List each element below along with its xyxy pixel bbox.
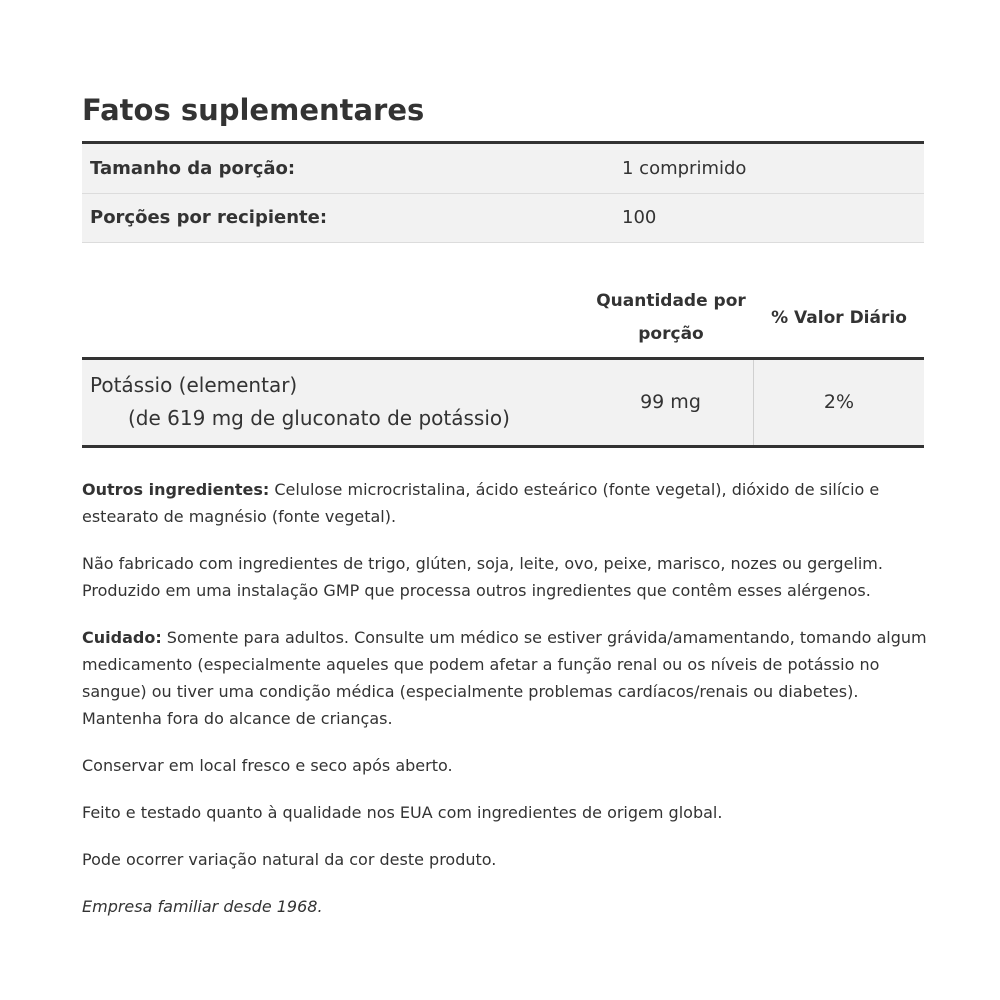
servings-per-container-value: 100 [622,207,657,228]
nutrient-name: Potássio (elementar) [90,372,298,397]
nutrient-name-cell [82,360,588,445]
serving-size-label: Tamanho da porção: [90,157,296,179]
other-ingredients-label: Outros ingredientes: [82,480,270,499]
serving-size-value: 1 comprimido [622,157,747,179]
nutrient-amount: 99 mg [588,360,754,445]
amount-header-line1: Quantidade por [596,291,746,311]
amount-per-serving-header [588,285,754,351]
caution-text: Somente para adultos. Consulte um médico se estiver grávida/amamentando, tomando algum medicamento (especialmente aqueles que podem afetar a função renal ou os níveis de potássio no sangue) ou tiver uma condição médica (especialmente problemas cardíacos/renais ou diabetes). Mantenha fora do alcance de crianças. [82,628,927,728]
nutrient-daily-value: 2% [823,391,855,413]
caution-paragraph [82,624,932,732]
made-in-statement: Feito e testado quanto à qualidade nos EUA com ingredientes de origem global. [82,803,723,822]
nutrient-source: (de 619 mg de gluconato de potássio) [128,405,510,430]
servings-per-container-label: Porções por recipiente: [90,207,328,228]
panel-title: Fatos suplementares [82,93,425,127]
other-ingredients-paragraph [82,476,932,530]
family-company-statement: Empresa familiar desde 1968. [82,897,323,916]
daily-value-header: % Valor Diário [771,308,907,328]
supplement-facts-panel [82,93,924,448]
serving-size-row [82,144,924,193]
nutrient-table-header [82,280,924,357]
nutrient-row [82,360,924,448]
other-ingredients-text: Celulose microcristalina, ácido esteárico (fonte vegetal), dióxido de silício e estearato de magnésio (fonte vegetal). [82,480,880,526]
serving-info-table [82,144,924,243]
storage-statement: Conservar em local fresco e seco após aberto. [82,756,453,775]
amount-header-line2: porção [638,324,704,344]
caution-label: Cuidado: [82,628,162,647]
product-notes [82,476,932,940]
servings-per-container-row [82,193,924,242]
allergen-statement: Não fabricado com ingredientes de trigo, glúten, soja, leite, ovo, peixe, marisco, nozes ou gergelim. Produzido em uma instalação GMP que processa outros ingredientes que contêm esses alérgenos. [82,554,883,600]
color-variation-statement: Pode ocorrer variação natural da cor deste produto. [82,850,497,869]
